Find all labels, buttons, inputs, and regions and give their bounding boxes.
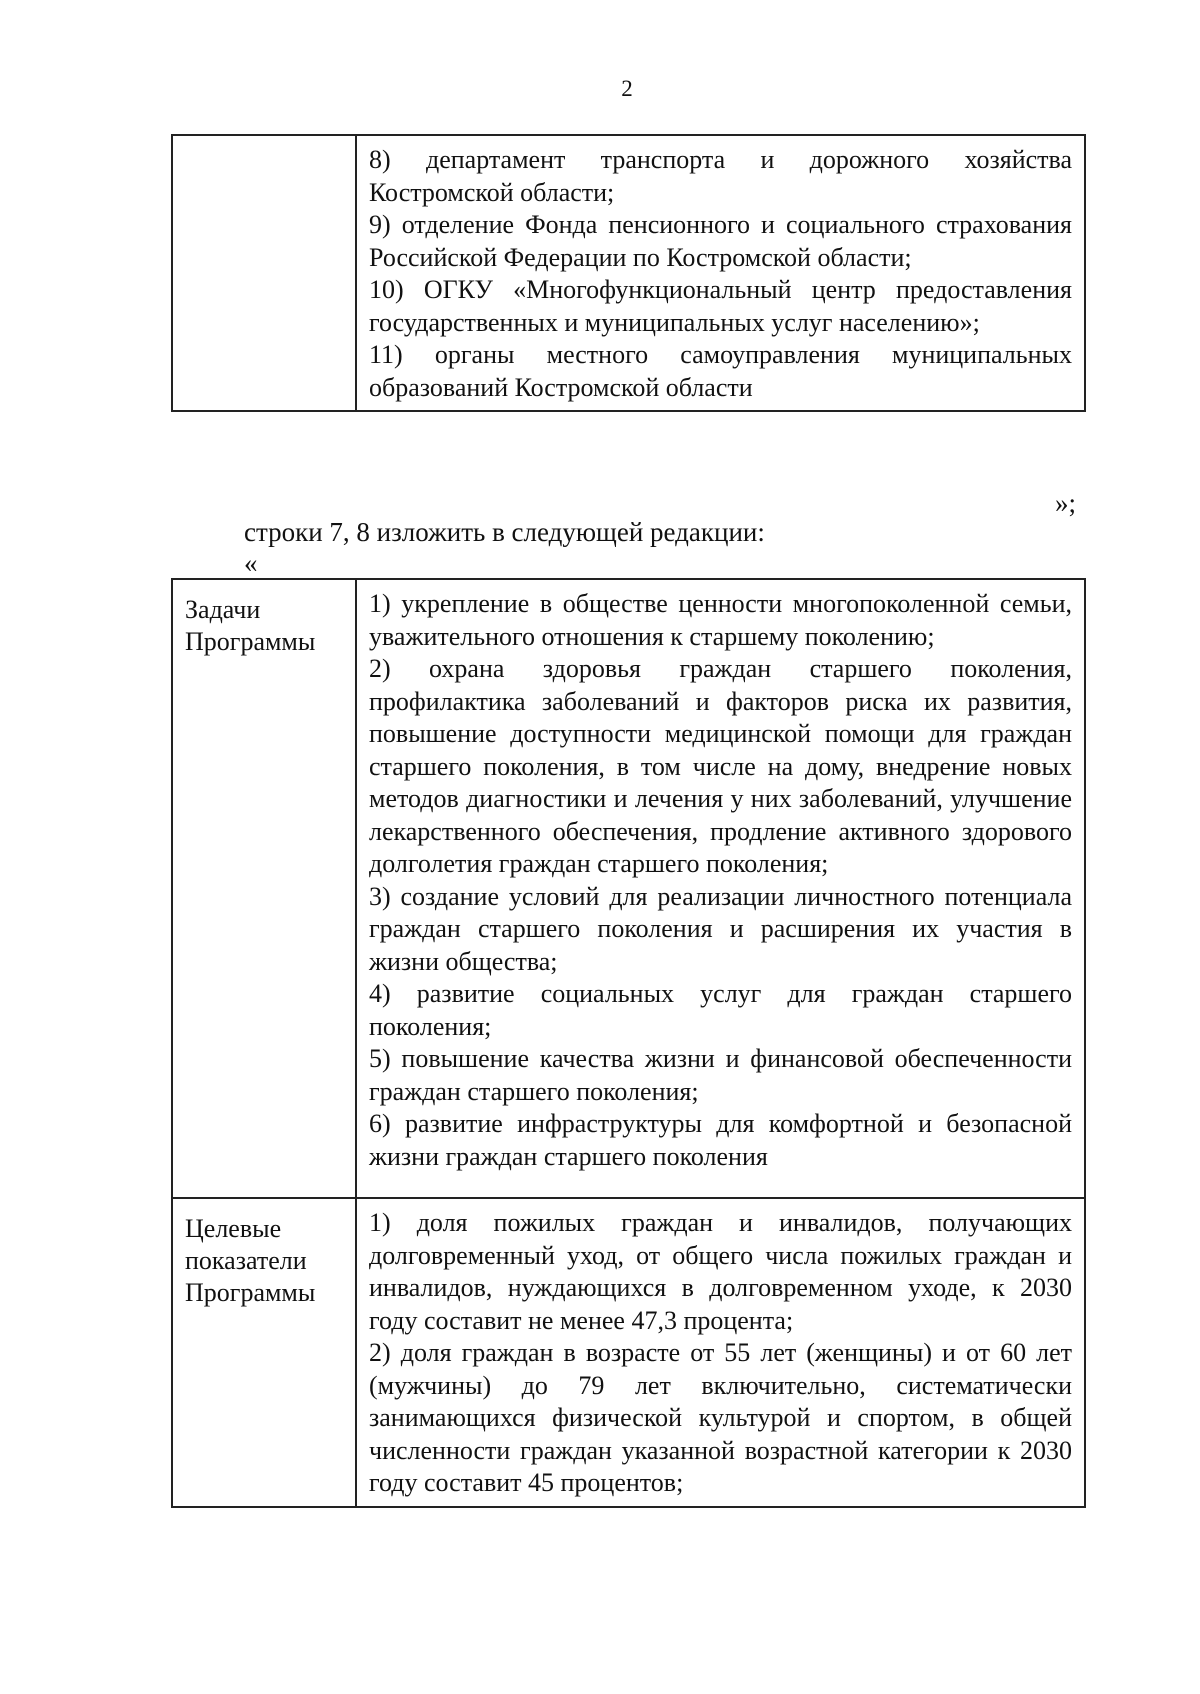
- list-item: 6) развитие инфраструктуры для комфортной и безопасной жизни граждан старшего поколения: [369, 1109, 1072, 1171]
- list-item: 4) развитие социальных услуг для граждан старшего поколения;: [369, 979, 1072, 1041]
- list-item: 3) создание условий для реализации личностного потенциала граждан старшего поколения и расширения их участия в жизни общества;: [369, 881, 1072, 976]
- list-item: 1) укрепление в обществе ценности многопоколенной семьи, уважительного отношения к старшему поколению;: [369, 589, 1072, 651]
- program-passport-table: [171, 578, 1086, 1508]
- row-label-indicators: Целевые показатели Программы: [172, 1198, 356, 1507]
- list-item: 2) доля граждан в возрасте от 55 лет (женщины) и от 60 лет (мужчины) до 79 лет включительно, систематически занимающихся физической культурой и спортом, в общей численности граждан указанной возрастной категории к 2030 году составит 45 процентов;: [369, 1338, 1072, 1497]
- list-item: 9) отделение Фонда пенсионного и социального страхования Российской Федерации по Костромской области;: [369, 210, 1072, 272]
- table-row: [172, 135, 1085, 411]
- table-row: [172, 579, 1085, 1198]
- indicators-cell: [356, 1198, 1085, 1507]
- list-item: 5) повышение качества жизни и финансовой обеспеченности граждан старшего поколения;: [369, 1044, 1072, 1106]
- executors-cell: [356, 135, 1085, 411]
- closing-quote: »;: [1055, 488, 1077, 518]
- opening-quote: «: [244, 548, 258, 578]
- empty-label-cell: [172, 135, 356, 411]
- list-item: 10) ОГКУ «Многофункциональный центр предоставления государственных и муниципальных услуг населению»;: [369, 275, 1072, 337]
- continuation-table: [171, 134, 1086, 412]
- row-label-tasks: Задачи Программы: [172, 579, 356, 1198]
- list-item: 2) охрана здоровья граждан старшего поколения, профилактика заболеваний и факторов риска их развития, повышение доступности медицинской помощи для граждан старшего поколения, в том числе на дому, внедрение новых методов диагностики и лечения у них заболеваний, улучшение лекарственного обеспечения, продление активного здорового долголетия граждан старшего поколения;: [369, 654, 1072, 878]
- list-item: 1) доля пожилых граждан и инвалидов, получающих долговременный уход, от общего числа пожилых граждан и инвалидов, нуждающихся в долговременном уходе, к 2030 году составит не менее 47,3 процента;: [369, 1208, 1072, 1335]
- list-item: 11) органы местного самоуправления муниципальных образований Костромской области: [369, 340, 1072, 402]
- tasks-cell: [356, 579, 1085, 1198]
- page-number: 2: [621, 76, 633, 101]
- table-row: [172, 1198, 1085, 1507]
- amendment-instruction: строки 7, 8 изложить в следующей редакции:: [244, 517, 765, 547]
- list-item: 8) департамент транспорта и дорожного хозяйства Костромской области;: [369, 145, 1072, 207]
